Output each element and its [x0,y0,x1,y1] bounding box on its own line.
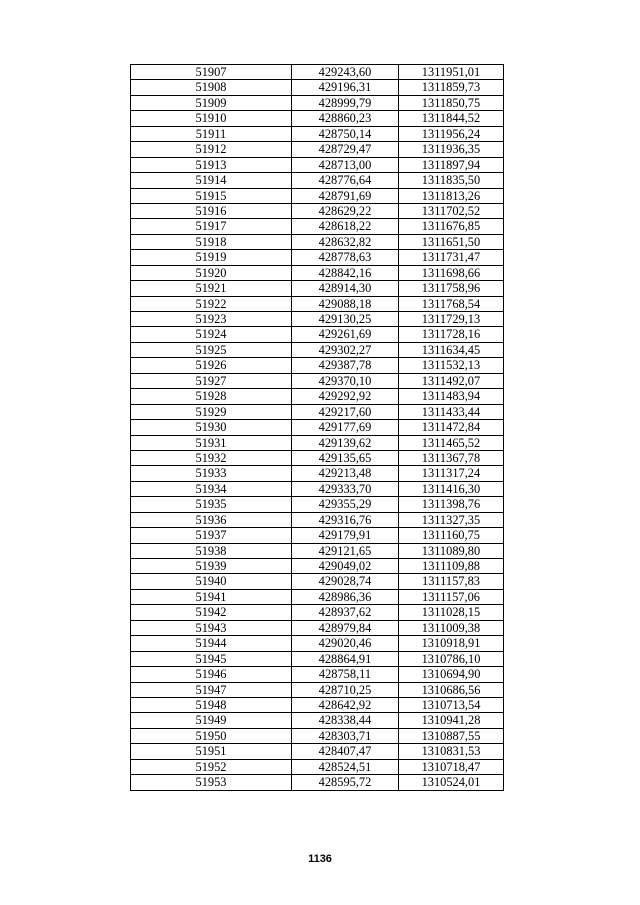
y-coordinate-cell: 1311936,35 [399,142,504,157]
table-row [131,574,504,589]
point-number-cell: 51909 [131,95,292,110]
point-number-cell: 51938 [131,543,292,558]
y-coordinate-cell: 1311835,50 [399,173,504,188]
point-number-cell: 51944 [131,636,292,651]
x-coordinate-cell: 428713,00 [292,157,399,172]
point-number-cell: 51939 [131,559,292,574]
y-coordinate-cell: 1311813,26 [399,188,504,203]
y-coordinate-cell: 1310686,56 [399,682,504,697]
x-coordinate-cell: 429121,65 [292,543,399,558]
point-number-cell: 51926 [131,358,292,373]
point-number-cell: 51940 [131,574,292,589]
table-row [131,651,504,666]
y-coordinate-cell: 1310941,28 [399,713,504,728]
point-number-cell: 51915 [131,188,292,203]
table-row [131,528,504,543]
y-coordinate-cell: 1311897,94 [399,157,504,172]
table-row [131,95,504,110]
table-row [131,281,504,296]
table-row [131,219,504,234]
table-row [131,620,504,635]
point-number-cell: 51937 [131,528,292,543]
x-coordinate-cell: 428595,72 [292,775,399,790]
table-row [131,80,504,95]
y-coordinate-cell: 1311009,38 [399,620,504,635]
point-number-cell: 51921 [131,281,292,296]
x-coordinate-cell: 428999,79 [292,95,399,110]
table-row [131,373,504,388]
x-coordinate-cell: 428986,36 [292,589,399,604]
x-coordinate-cell: 428937,62 [292,605,399,620]
table-row [131,605,504,620]
y-coordinate-cell: 1311728,16 [399,327,504,342]
point-number-cell: 51914 [131,173,292,188]
table-row [131,728,504,743]
table-row [131,265,504,280]
table-row [131,744,504,759]
table-row [131,589,504,604]
point-number-cell: 51925 [131,342,292,357]
x-coordinate-cell: 428632,82 [292,234,399,249]
point-number-cell: 51910 [131,111,292,126]
x-coordinate-cell: 429135,65 [292,450,399,465]
x-coordinate-cell: 428776,64 [292,173,399,188]
x-coordinate-cell: 428778,63 [292,250,399,265]
x-coordinate-cell: 428407,47 [292,744,399,759]
point-number-cell: 51932 [131,450,292,465]
x-coordinate-cell: 429028,74 [292,574,399,589]
y-coordinate-cell: 1311729,13 [399,312,504,327]
table-row [131,450,504,465]
y-coordinate-cell: 1311483,94 [399,389,504,404]
x-coordinate-cell: 428979,84 [292,620,399,635]
table-row [131,358,504,373]
x-coordinate-cell: 428338,44 [292,713,399,728]
y-coordinate-cell: 1311157,83 [399,574,504,589]
x-coordinate-cell: 428791,69 [292,188,399,203]
y-coordinate-cell: 1311465,52 [399,435,504,450]
point-number-cell: 51908 [131,80,292,95]
point-number-cell: 51917 [131,219,292,234]
y-coordinate-cell: 1311844,52 [399,111,504,126]
x-coordinate-cell: 429130,25 [292,312,399,327]
table-row [131,543,504,558]
y-coordinate-cell: 1311634,45 [399,342,504,357]
table-row [131,389,504,404]
table-row [131,420,504,435]
point-number-cell: 51934 [131,481,292,496]
table-row [131,636,504,651]
table-row [131,512,504,527]
y-coordinate-cell: 1311327,35 [399,512,504,527]
x-coordinate-cell: 428750,14 [292,126,399,141]
x-coordinate-cell: 429179,91 [292,528,399,543]
y-coordinate-cell: 1311698,66 [399,265,504,280]
y-coordinate-cell: 1310918,91 [399,636,504,651]
table-row [131,697,504,712]
y-coordinate-cell: 1311109,88 [399,559,504,574]
table-row [131,466,504,481]
x-coordinate-cell: 428729,47 [292,142,399,157]
table-row [131,667,504,682]
point-number-cell: 51912 [131,142,292,157]
point-number-cell: 51949 [131,713,292,728]
table-row [131,327,504,342]
point-number-cell: 51951 [131,744,292,759]
x-coordinate-cell: 429213,48 [292,466,399,481]
y-coordinate-cell: 1311089,80 [399,543,504,558]
point-number-cell: 51948 [131,697,292,712]
point-number-cell: 51936 [131,512,292,527]
y-coordinate-cell: 1311160,75 [399,528,504,543]
point-number-cell: 51935 [131,497,292,512]
point-number-cell: 51907 [131,65,292,80]
y-coordinate-cell: 1311157,06 [399,589,504,604]
table-row [131,111,504,126]
point-number-cell: 51946 [131,667,292,682]
point-number-cell: 51952 [131,759,292,774]
y-coordinate-cell: 1311758,96 [399,281,504,296]
x-coordinate-cell: 428860,23 [292,111,399,126]
y-coordinate-cell: 1311702,52 [399,203,504,218]
table-row [131,296,504,311]
table-row [131,173,504,188]
table-row [131,126,504,141]
y-coordinate-cell: 1311731,47 [399,250,504,265]
point-number-cell: 51911 [131,126,292,141]
x-coordinate-cell: 428642,92 [292,697,399,712]
x-coordinate-cell: 428303,71 [292,728,399,743]
point-number-cell: 51931 [131,435,292,450]
table-row [131,404,504,419]
y-coordinate-cell: 1311317,24 [399,466,504,481]
x-coordinate-cell: 429316,76 [292,512,399,527]
point-number-cell: 51924 [131,327,292,342]
x-coordinate-cell: 429177,69 [292,420,399,435]
table-row [131,435,504,450]
x-coordinate-cell: 428618,22 [292,219,399,234]
x-coordinate-cell: 429049,02 [292,559,399,574]
x-coordinate-cell: 429139,62 [292,435,399,450]
point-number-cell: 51942 [131,605,292,620]
x-coordinate-cell: 429333,70 [292,481,399,496]
y-coordinate-cell: 1311850,75 [399,95,504,110]
y-coordinate-cell: 1310887,55 [399,728,504,743]
y-coordinate-cell: 1311028,15 [399,605,504,620]
point-number-cell: 51929 [131,404,292,419]
y-coordinate-cell: 1311676,85 [399,219,504,234]
y-coordinate-cell: 1311472,84 [399,420,504,435]
point-number-cell: 51953 [131,775,292,790]
table-row [131,203,504,218]
coordinates-table-body [131,65,504,791]
x-coordinate-cell: 429196,31 [292,80,399,95]
x-coordinate-cell: 429292,92 [292,389,399,404]
table-row [131,775,504,790]
x-coordinate-cell: 428758,11 [292,667,399,682]
y-coordinate-cell: 1310713,54 [399,697,504,712]
point-number-cell: 51918 [131,234,292,249]
y-coordinate-cell: 1311951,01 [399,65,504,80]
point-number-cell: 51920 [131,265,292,280]
x-coordinate-cell: 429387,78 [292,358,399,373]
table-row [131,188,504,203]
y-coordinate-cell: 1311492,07 [399,373,504,388]
table-row [131,759,504,774]
x-coordinate-cell: 428842,16 [292,265,399,280]
x-coordinate-cell: 429020,46 [292,636,399,651]
x-coordinate-cell: 428629,22 [292,203,399,218]
y-coordinate-cell: 1311433,44 [399,404,504,419]
table-row [131,312,504,327]
y-coordinate-cell: 1310831,53 [399,744,504,759]
x-coordinate-cell: 429355,29 [292,497,399,512]
y-coordinate-cell: 1311398,76 [399,497,504,512]
table-row [131,234,504,249]
y-coordinate-cell: 1311416,30 [399,481,504,496]
y-coordinate-cell: 1311651,50 [399,234,504,249]
point-number-cell: 51943 [131,620,292,635]
x-coordinate-cell: 429302,27 [292,342,399,357]
point-number-cell: 51930 [131,420,292,435]
y-coordinate-cell: 1311859,73 [399,80,504,95]
y-coordinate-cell: 1310524,01 [399,775,504,790]
table-row [131,250,504,265]
x-coordinate-cell: 428914,30 [292,281,399,296]
x-coordinate-cell: 428864,91 [292,651,399,666]
x-coordinate-cell: 429261,69 [292,327,399,342]
x-coordinate-cell: 429088,18 [292,296,399,311]
y-coordinate-cell: 1311367,78 [399,450,504,465]
point-number-cell: 51919 [131,250,292,265]
point-number-cell: 51947 [131,682,292,697]
point-number-cell: 51922 [131,296,292,311]
point-number-cell: 51927 [131,373,292,388]
point-number-cell: 51923 [131,312,292,327]
y-coordinate-cell: 1310786,10 [399,651,504,666]
point-number-cell: 51945 [131,651,292,666]
point-number-cell: 51916 [131,203,292,218]
coordinates-table [130,64,504,791]
y-coordinate-cell: 1311956,24 [399,126,504,141]
x-coordinate-cell: 428524,51 [292,759,399,774]
table-row [131,559,504,574]
table-row [131,682,504,697]
table-row [131,142,504,157]
y-coordinate-cell: 1310694,90 [399,667,504,682]
point-number-cell: 51933 [131,466,292,481]
page-number: 1136 [308,853,332,865]
table-row [131,713,504,728]
x-coordinate-cell: 429217,60 [292,404,399,419]
point-number-cell: 51941 [131,589,292,604]
y-coordinate-cell: 1311532,13 [399,358,504,373]
y-coordinate-cell: 1311768,54 [399,296,504,311]
x-coordinate-cell: 429243,60 [292,65,399,80]
table-row [131,342,504,357]
y-coordinate-cell: 1310718,47 [399,759,504,774]
point-number-cell: 51913 [131,157,292,172]
x-coordinate-cell: 429370,10 [292,373,399,388]
table-row [131,481,504,496]
table-row [131,65,504,80]
table-row [131,497,504,512]
point-number-cell: 51928 [131,389,292,404]
x-coordinate-cell: 428710,25 [292,682,399,697]
point-number-cell: 51950 [131,728,292,743]
table-row [131,157,504,172]
